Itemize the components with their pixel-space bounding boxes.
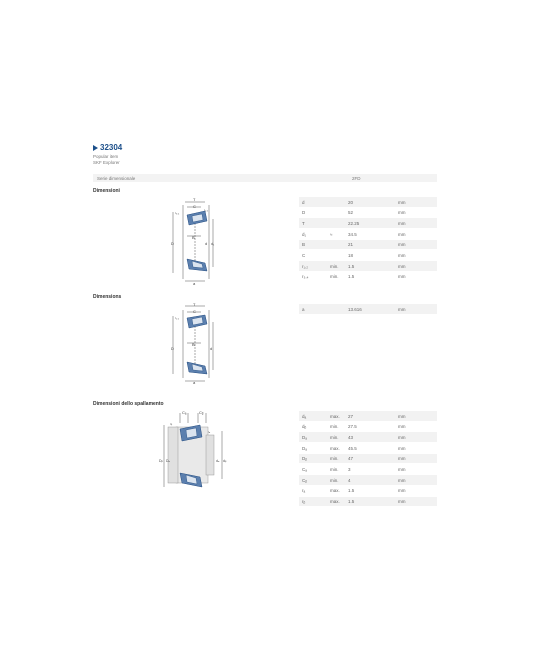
serie-value: 2FD <box>352 175 361 181</box>
label-C: C <box>193 309 196 314</box>
label-Da: Dₐ <box>166 459 170 463</box>
label-C: C <box>193 204 196 209</box>
table-row: a 13.616 mm <box>299 304 437 315</box>
label-a: a <box>193 380 196 384</box>
table-row: d₁ ≈ 34.5 mm <box>299 229 437 240</box>
bearing-drawing-dimensions <box>165 197 225 287</box>
dimensions-table <box>299 197 437 283</box>
label-a: a <box>193 281 196 286</box>
arrow-right-icon <box>93 145 98 151</box>
table-row: r₁,₂ min. 1.5 mm <box>299 261 437 272</box>
product-code: 32304 <box>100 143 123 152</box>
label-db: dᵦ <box>223 459 227 463</box>
label-rb: rᵦ <box>170 422 173 426</box>
section-title-dimensions: Dimensioni <box>93 188 120 194</box>
table-row: Cₐ min. 3 mm <box>299 464 437 475</box>
table-row: dᵦ min. 27.5 mm <box>299 422 437 433</box>
product-tag-explorer: SKF Explorer <box>93 160 120 165</box>
label-Db: Dᵦ <box>159 459 163 463</box>
label-d: d <box>210 346 213 351</box>
table-row: dₐ max. 27 mm <box>299 411 437 422</box>
table-row: Dₐ max. 45.5 mm <box>299 443 437 454</box>
label-r34: r₃,₄ <box>175 211 180 215</box>
abutment-drawing <box>158 409 230 501</box>
table-row: Cᵦ min. 4 mm <box>299 475 437 486</box>
label-Cb: Cᵦ <box>199 410 204 415</box>
table-row: B 21 mm <box>299 240 437 251</box>
label-D: D <box>171 241 174 246</box>
label-r12: r₁,₂ <box>204 208 209 212</box>
table-row: T 22.25 mm <box>299 218 437 229</box>
section-title-dimensions-2: Dimensions <box>93 294 122 300</box>
label-Ca: Cₐ <box>182 410 187 415</box>
product-tag-popular: Popular item <box>93 154 119 159</box>
table-row: Dₐ min. 43 mm <box>299 432 437 443</box>
table-row: D 52 mm <box>299 208 437 219</box>
table-row: d 20 mm <box>299 197 437 208</box>
serie-label: Serie dimensionale <box>97 175 136 181</box>
label-d: d <box>205 241 208 246</box>
label-B: B <box>192 235 195 240</box>
bearing-drawing-calculation <box>165 302 225 384</box>
label-B: B <box>192 342 195 347</box>
table-row: rₐ max. 1.5 mm <box>299 486 437 497</box>
label-T: T <box>193 302 196 307</box>
table-row: rᵦ max. 1.5 mm <box>299 497 437 508</box>
table-row: Dᵦ min. 47 mm <box>299 454 437 465</box>
label-d1: d₁ <box>211 242 215 246</box>
table-row: C 18 mm <box>299 250 437 261</box>
label-r12: r₁,₂ <box>175 316 180 320</box>
section-title-abutment: Dimensioni dello spallamento <box>93 401 164 407</box>
label-D: D <box>171 346 174 351</box>
label-ra: rₐ <box>208 430 211 434</box>
calculation-table <box>299 304 437 315</box>
label-T: T <box>193 197 196 202</box>
label-da: dₐ <box>216 459 220 463</box>
table-row: r₃,₄ min. 1.5 mm <box>299 272 437 283</box>
serie-row <box>93 174 437 182</box>
product-title <box>93 143 122 152</box>
abutment-table <box>299 411 437 507</box>
